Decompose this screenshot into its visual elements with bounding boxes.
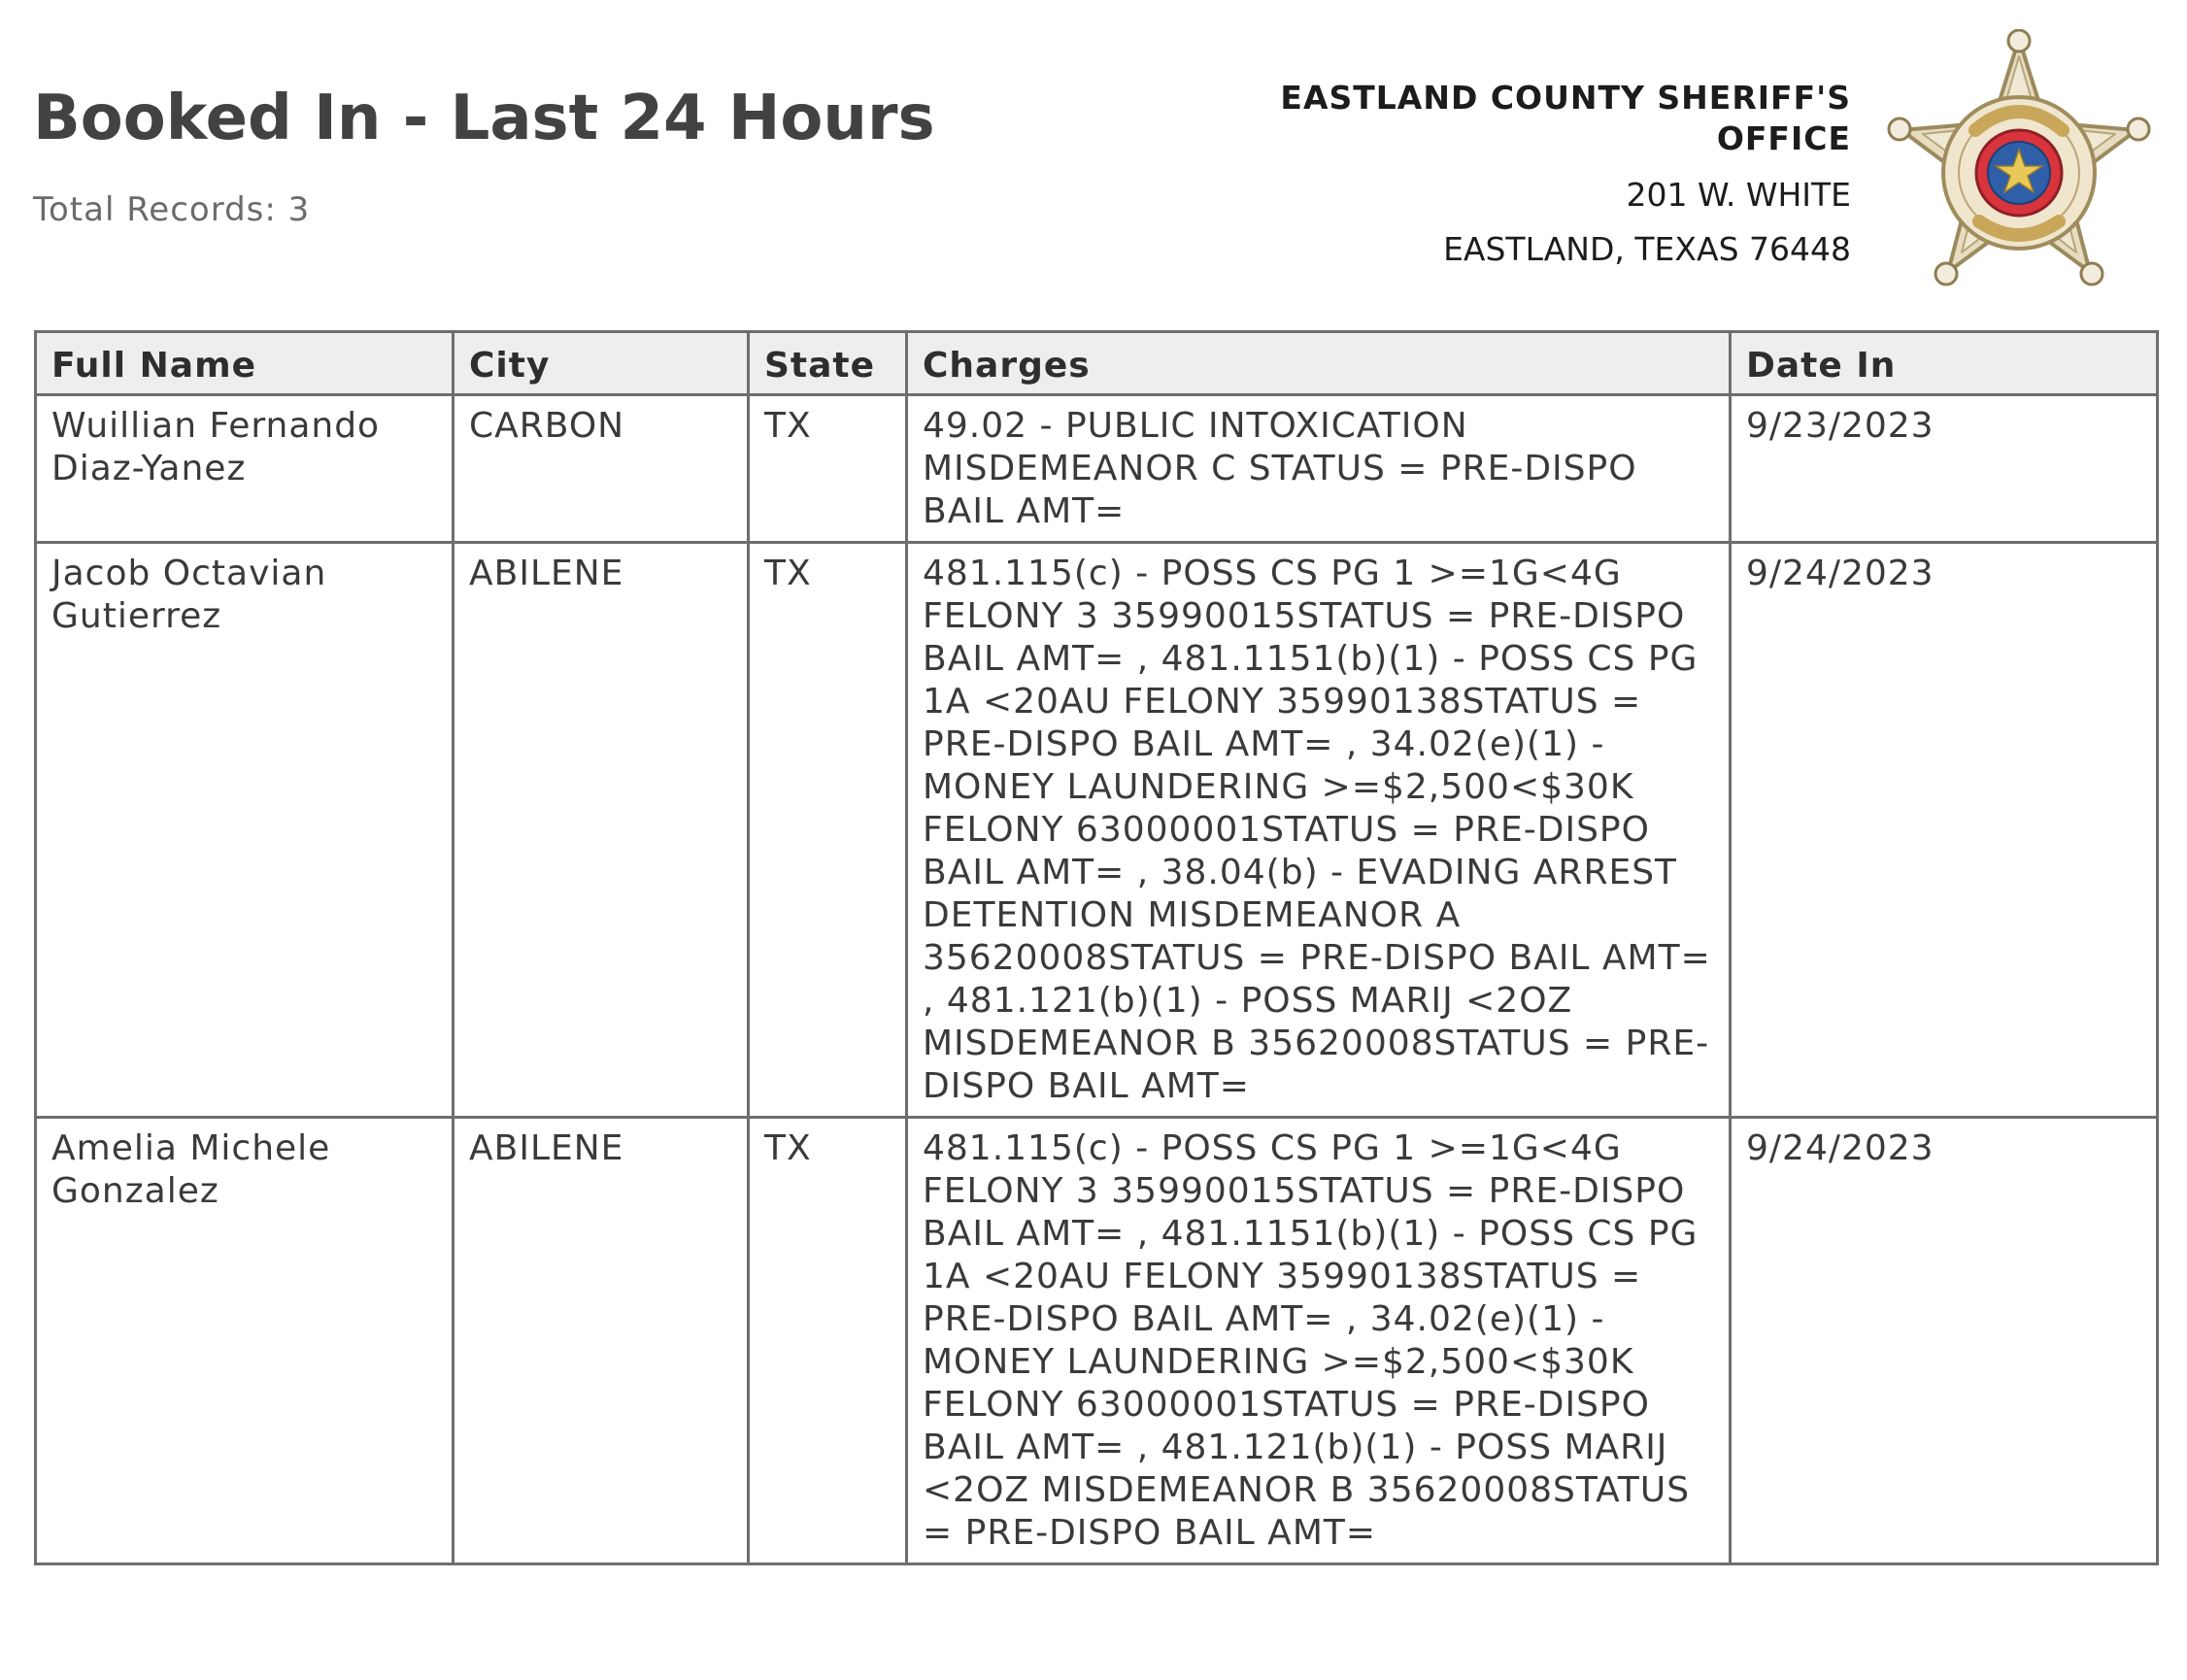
column-header-date-in: Date In [1731,332,2158,395]
total-records-count: Total Records: 3 [33,190,311,229]
column-header-city: City [454,332,749,395]
table-row [36,1118,2158,1564]
cell-city: ABILENE [454,543,749,1118]
full-name-line1: Jacob Octavian [51,554,327,593]
cell-charges: 49.02 - PUBLIC INTOXICATION MISDEMEANOR C STATUS = PRE-DISPO BAIL AMT= [907,395,1731,543]
table-header-row [36,332,2158,395]
column-header-state: State [749,332,907,395]
booked-in-table [34,330,2159,1565]
table-row [36,395,2158,543]
cell-state: TX [749,1118,907,1564]
full-name-line2: Gutierrez [51,596,222,636]
cell-state: TX [749,543,907,1118]
office-name-line2: OFFICE [1716,119,1851,157]
full-name-line2: Gonzalez [51,1171,219,1211]
cell-city: ABILENE [454,1118,749,1564]
cell-charges: 481.115(c) - POSS CS PG 1 >=1G<4G FELONY 3 35990015STATUS = PRE-DISPO BAIL AMT= , 481.1151(b)(1) - POSS CS PG 1A <20AU FELONY 35990138STATUS = PRE-DISPO BAIL AMT= , 34.02(e)(1) - MONEY LAUNDERING >=$2,500<$30K FELONY 63000001STATUS = PRE-DISPO BAIL AMT= , 481.121(b)(1) - POSS MARIJ <2OZ MISDEMEANOR B 35620008STATUS = PRE-DISPO BAIL AMT= [907,1118,1731,1564]
cell-state: TX [749,395,907,543]
page-title: Booked In - Last 24 Hours [33,83,935,154]
full-name-line1: Amelia Michele [51,1128,331,1168]
cell-full-name [36,543,454,1118]
cell-date-in: 9/23/2023 [1731,395,2158,543]
office-info [1152,78,1851,270]
office-name [1152,78,1851,159]
full-name-line1: Wuillian Fernando [51,406,381,446]
cell-city: CARBON [454,395,749,543]
cell-full-name [36,1118,454,1564]
cell-charges: 481.115(c) - POSS CS PG 1 >=1G<4G FELONY 3 35990015STATUS = PRE-DISPO BAIL AMT= , 481.1151(b)(1) - POSS CS PG 1A <20AU FELONY 35990138STATUS = PRE-DISPO BAIL AMT= , 34.02(e)(1) - MONEY LAUNDERING >=$2,500<$30K FELONY 63000001STATUS = PRE-DISPO BAIL AMT= , 38.04(b) - EVADING ARREST DETENTION MISDEMEANOR A 35620008STATUS = PRE-DISPO BAIL AMT= , 481.121(b)(1) - POSS MARIJ <2OZ MISDEMEANOR B 35620008STATUS = PRE-DISPO BAIL AMT= [907,543,1731,1118]
cell-date-in: 9/24/2023 [1731,543,2158,1118]
cell-full-name [36,395,454,543]
cell-date-in: 9/24/2023 [1731,1118,2158,1564]
office-city-state-zip: EASTLAND, TEXAS 76448 [1443,230,1851,268]
column-header-full-name: Full Name [36,332,454,395]
sheriff-star-badge-icon [1882,29,2156,293]
office-name-line1: EASTLAND COUNTY SHERIFF'S [1280,79,1851,117]
column-header-charges: Charges [907,332,1731,395]
table-row [36,543,2158,1118]
office-address: 201 W. WHITE [1626,176,1851,214]
full-name-line2: Diaz-Yanez [51,449,247,488]
